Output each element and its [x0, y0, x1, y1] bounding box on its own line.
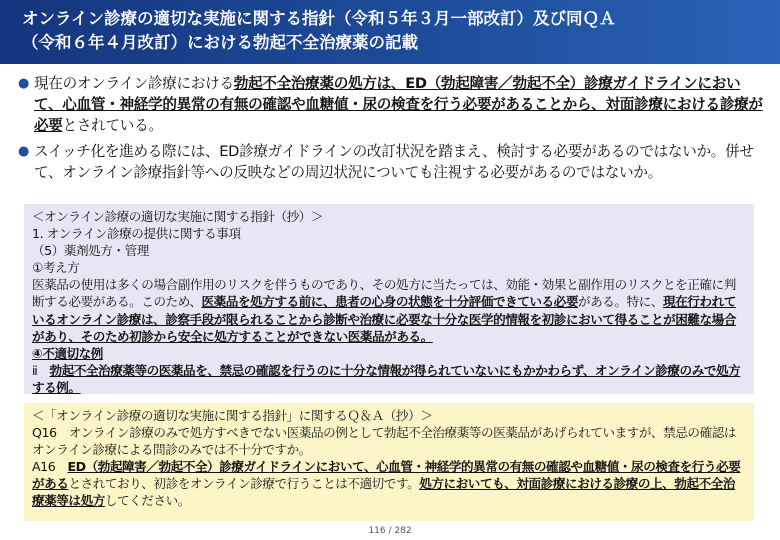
- guideline-section-1: 1. オンライン診療の提供に関する事項: [32, 226, 241, 242]
- guideline-paragraph-text-2: がある。特に、: [577, 294, 663, 310]
- slide-title-line-1: オンライン診療の適切な実施に関する指針（令和５年３月一部改訂）及び同ＱＡ: [22, 9, 616, 28]
- qa-excerpt-box: [24, 403, 754, 521]
- qa-answer-16: [32, 458, 746, 509]
- guideline-heading: ＜オンライン診療の適切な実施に関する指針（抄）＞: [32, 209, 324, 224]
- qa-answer-text: とされており、初診をオンライン診療で行うことは不適切です。: [68, 476, 420, 492]
- bullet-dot-icon: ●: [18, 76, 30, 91]
- guideline-example-ii: [32, 362, 746, 396]
- slide-title-line-2: （令和６年４月改訂）における勃起不全治療薬の記載: [22, 33, 418, 52]
- qa-answer-emphasis-2: 処方においても、対面診療における診療の上、勃起不全治療薬等は処方: [32, 476, 735, 509]
- bullet-list: [18, 73, 766, 188]
- bullet-1-text: 現在のオンライン診療における: [34, 75, 234, 92]
- guideline-subsection-1: ①考え方: [32, 260, 80, 276]
- guideline-paragraph-emphasis-1: 医薬品を処方する前に、患者の心身の状態を十分評価できている必要: [201, 294, 578, 310]
- qa-answer-tail: してください。: [104, 493, 190, 509]
- bullet-item-1: [18, 73, 766, 136]
- qa-answer-label: A16: [32, 459, 68, 475]
- guideline-excerpt-box: [24, 204, 754, 394]
- guideline-section-5: （5）薬剤処方・管理: [32, 243, 149, 259]
- guideline-paragraph-emphasis-2: 現在行われているオンライン診療は、診察手段が限られることから診断や治療に必要な十分な医学的情報を初診において得ることが困難な場合があり、そのため初診から安全に処方することができない医薬品がある。: [32, 294, 736, 344]
- guideline-paragraph: [32, 276, 746, 344]
- qa-question-16: Q16 オンライン診療のみで処方すべきでない医薬品の例として勃起不全治療薬等の医薬品があげられていますが、禁忌の確認はオンライン診療による問診のみでは不十分ですか。: [32, 425, 737, 458]
- bullet-1-emphasis: 勃起不全治療薬の処方は、ED（勃起障害／勃起不全）診療ガイドラインにおいて、心血管・神経学的異常の有無の確認や血糖値・尿の検査を行う必要があることから、対面診療における診療が必要: [34, 75, 763, 134]
- qa-answer-emphasis-1: ED（勃起障害／勃起不全）診療ガイドラインにおいて、心血管・神経学的異常の有無の確認や血糖値・尿の検査を行う必要がある: [32, 459, 741, 492]
- guideline-example-ii-text: 勃起不全治療薬等の医薬品を、禁忌の確認を行うのに十分な情報が得られていないにもかかわらず、オンライン診療のみで処方する例。: [32, 362, 741, 395]
- qa-heading: ＜「オンライン診療の適切な実施に関する指針」に関するＱ＆Ａ（抄）＞: [32, 408, 433, 423]
- page-number: 116 / 282: [368, 526, 412, 536]
- bullet-item-2: [18, 141, 766, 183]
- bullet-dot-icon: ●: [18, 144, 30, 159]
- guideline-example-ii-mark: ⅱ: [32, 362, 50, 378]
- bullet-1-tail: とされている。: [62, 117, 163, 134]
- guideline-subsection-4: ④不適切な例: [32, 345, 103, 361]
- slide-header: [0, 0, 780, 64]
- guideline-paragraph-text: 医薬品の使用は多くの場合副作用のリスクを伴うものであり、その処方に当たっては、効能・効果と副作用のリスクとを正確に判断する必要がある。このため、: [32, 277, 736, 310]
- bullet-2-text: スイッチ化を進める際には、ED診療ガイドラインの改訂状況を踏まえ、検討する必要があるのではないか。併せて、オンライン診療指針等への反映などの周辺状況についても注視する必要があるのではないか。: [34, 143, 754, 181]
